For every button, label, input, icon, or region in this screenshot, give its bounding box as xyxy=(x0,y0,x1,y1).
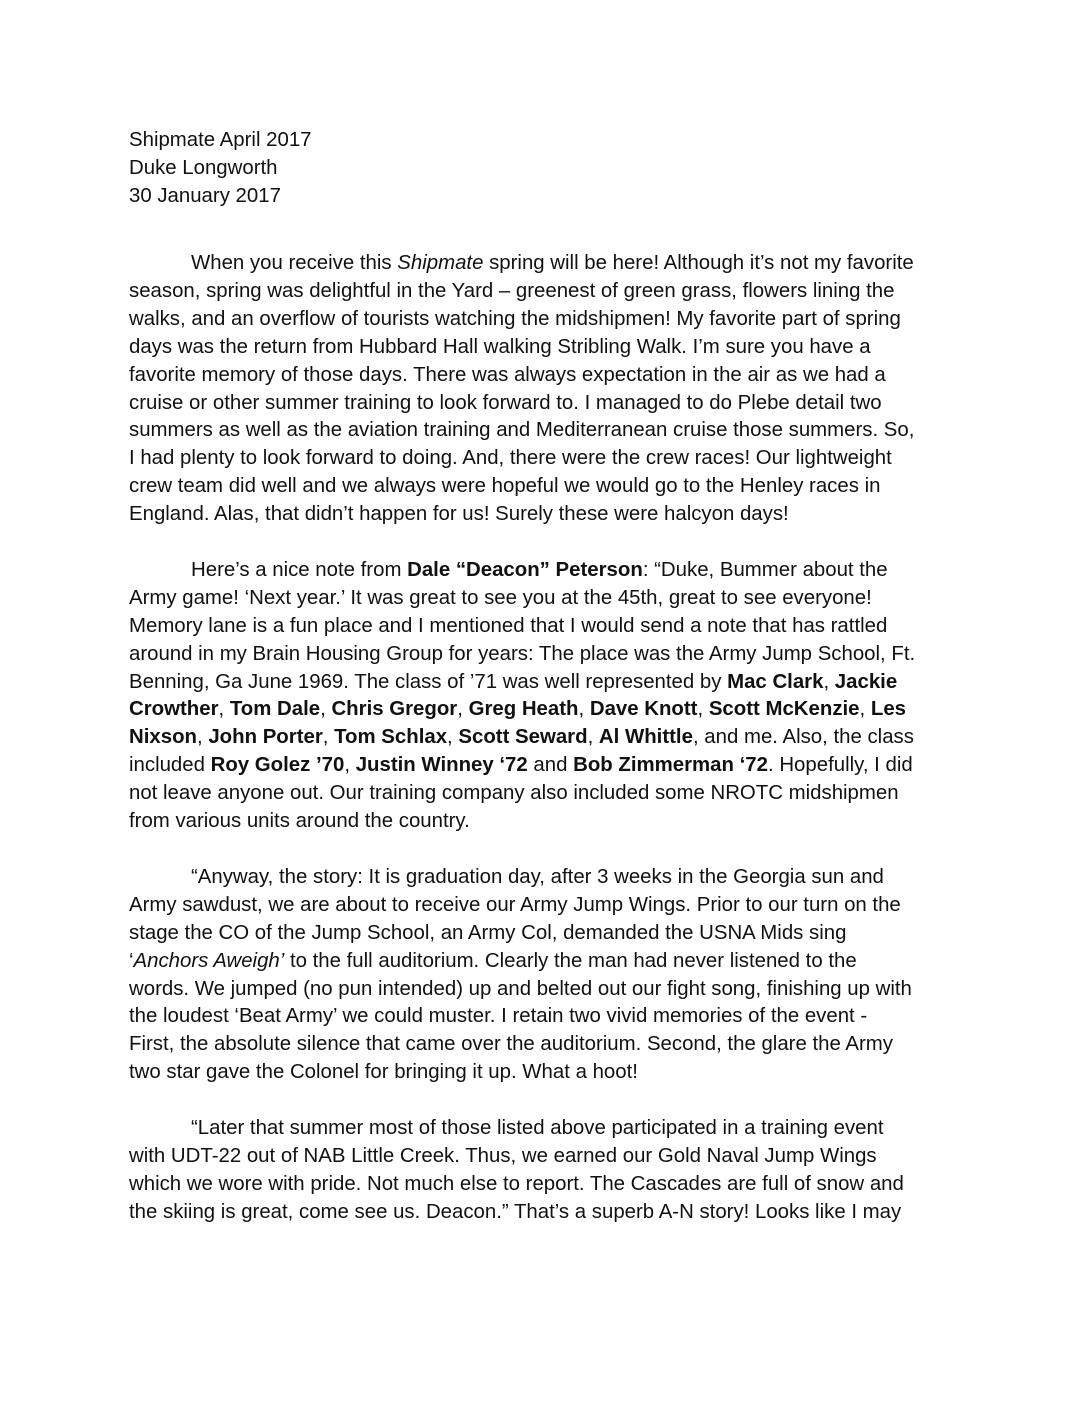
bold-name: Les xyxy=(870,698,907,721)
paragraph-line: season, spring was delightful in the Yard – greenest of green grass, flowers lining the xyxy=(129,279,895,302)
header-publication: Shipmate April 2017 xyxy=(129,129,312,151)
paragraph-3 xyxy=(129,864,969,1087)
paragraph-line: ‘Anchors Aweigh’ to the full auditorium. Clearly the man had never listened to the xyxy=(129,949,857,972)
bold-name: Mac Clark xyxy=(727,670,824,693)
bold-name: Chris Gregor xyxy=(331,698,458,721)
paragraph-line: which we wore with pride. Not much else to report. The Cascades are full of snow and xyxy=(129,1172,904,1195)
paragraph-line: from various units around the country. xyxy=(129,810,470,833)
paragraph-line: the skiing is great, come see us. Deacon.” That’s a superb A-N story! Looks like I may xyxy=(129,1200,902,1223)
bold-name: Roy Golez ’70 xyxy=(210,754,345,777)
bold-name: Tom Schlax xyxy=(334,726,448,749)
paragraph-line: “Anyway, the story: It is graduation day, after 3 weeks in the Georgia sun and xyxy=(191,865,884,888)
italic-song-title: Anchors Aweigh’ xyxy=(133,949,285,972)
paragraph-line: When you receive this Shipmate spring will be here! Although it’s not my favorite xyxy=(191,252,914,274)
paragraph-line: First, the absolute silence that came over the auditorium. Second, the glare the Army xyxy=(129,1033,893,1056)
paragraph-line: “Later that summer most of those listed above participated in a training event xyxy=(191,1117,884,1140)
paragraph-line: favorite memory of those days. There was always expectation in the air as we had a xyxy=(129,363,886,386)
header-date: 30 January 2017 xyxy=(129,184,281,207)
paragraph-line: around in my Brain Housing Group for years: The place was the Army Jump School, Ft. xyxy=(129,642,916,665)
paragraph-line: with UDT-22 out of NAB Little Creek. Thus, we earned our Gold Naval Jump Wings xyxy=(129,1144,877,1167)
paragraph-line: Army sawdust, we are about to receive our Army Jump Wings. Prior to our turn on the xyxy=(129,893,901,916)
bold-name: Tom Dale xyxy=(229,698,321,721)
bold-name: Scott McKenzie xyxy=(708,698,860,721)
bold-name: Greg Heath xyxy=(468,698,579,721)
bold-name: Jackie xyxy=(834,670,898,693)
paragraph-line: the loudest ‘Beat Army’ we could muster. I retain two vivid memories of the event - xyxy=(129,1005,868,1028)
letter-header xyxy=(129,127,529,211)
paragraph-4 xyxy=(129,1115,969,1227)
bold-name: Dave Knott xyxy=(589,698,698,721)
paragraph-line: Crowther, Tom Dale, Chris Gregor, Greg Heath, Dave Knott, Scott McKenzie, Les xyxy=(129,698,907,721)
paragraph-line: Army game! ‘Next year.’ It was great to see you at the 45th, great to see everyone! xyxy=(129,586,872,609)
paragraph-line: Nixson, John Porter, Tom Schlax, Scott Seward, Al Whittle, and me. Also, the class xyxy=(129,726,914,749)
bold-name: Crowther xyxy=(129,698,219,721)
paragraph-line: days was the return from Hubbard Hall walking Stribling Walk. I’m sure you have a xyxy=(129,335,871,358)
paragraph-2 xyxy=(129,557,969,836)
paragraph-line: Here’s a nice note from Dale “Deacon” Peterson: “Duke, Bummer about the xyxy=(191,558,888,581)
paragraph-line: crew team did well and we always were hopeful we would go to the Henley races in xyxy=(129,475,881,498)
paragraph-line: England. Alas, that didn’t happen for us! Surely these were halcyon days! xyxy=(129,503,789,526)
paragraph-line: words. We jumped (no pun intended) up and belted out our fight song, finishing up with xyxy=(129,977,912,1000)
paragraph-line: included Roy Golez ’70, Justin Winney ‘72 and Bob Zimmerman ‘72. Hopefully, I did xyxy=(129,754,913,777)
paragraph-line: I had plenty to look forward to doing. And, there were the crew races! Our lightweight xyxy=(129,447,892,470)
paragraph-1 xyxy=(129,250,969,529)
bold-name: Dale “Deacon” Peterson xyxy=(407,558,643,581)
header-author: Duke Longworth xyxy=(129,156,278,179)
bold-name: John Porter xyxy=(208,726,323,749)
bold-name: Justin Winney ‘72 xyxy=(355,754,528,777)
letter-body xyxy=(129,250,969,1255)
paragraph-line: summers as well as the aviation training and Mediterranean cruise those summers. So, xyxy=(129,419,915,442)
paragraph-line: walks, and an overflow of tourists watching the midshipmen! My favorite part of spring xyxy=(129,307,901,330)
paragraph-line: cruise or other summer training to look forward to. I managed to do Plebe detail two xyxy=(129,391,882,414)
paragraph-line: two star gave the Colonel for bringing it up. What a hoot! xyxy=(129,1061,638,1084)
paragraph-line: Benning, Ga June 1969. The class of ’71 was well represented by Mac Clark, Jackie xyxy=(129,670,898,693)
paragraph-line: stage the CO of the Jump School, an Army Col, demanded the USNA Mids sing xyxy=(129,921,847,944)
italic-title: Shipmate xyxy=(397,252,484,274)
bold-name: Nixson xyxy=(129,726,197,749)
bold-name: Scott Seward xyxy=(458,726,588,749)
bold-name: Bob Zimmerman ‘72 xyxy=(573,754,768,777)
bold-name: Al Whittle xyxy=(598,726,693,749)
paragraph-line: Memory lane is a fun place and I mentioned that I would send a note that has rattled xyxy=(129,614,888,637)
paragraph-line: not leave anyone out. Our training company also included some NROTC midshipmen xyxy=(129,782,899,805)
